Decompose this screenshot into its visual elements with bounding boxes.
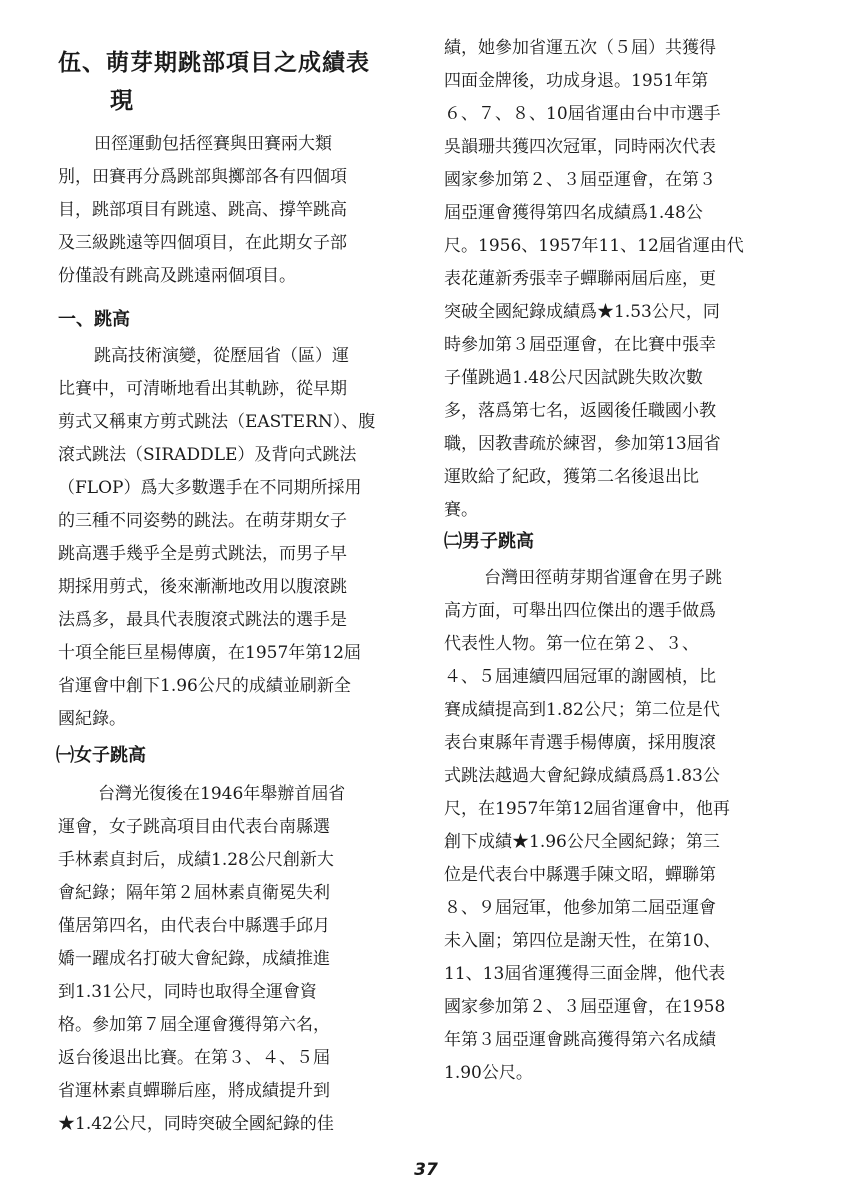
men-paragraph — [444, 562, 730, 1090]
text-line: 嬌一躍成名打破大會紀錄，成績推進 — [58, 949, 330, 969]
text-line: 位是代表台中縣選手陳文昭，蟬聯第 — [444, 865, 716, 885]
text-line: 創下成績★1.96公尺全國紀錄；第三 — [444, 832, 720, 852]
text-line: 比賽中，可清晰地看出其軌跡，從早期 — [58, 379, 347, 399]
text-line: 十項全能巨星楊傳廣，在1957年第12屆 — [58, 643, 361, 663]
text-line: 國家參加第２、３屆亞運會，在1958 — [444, 997, 726, 1017]
text-line: 返台後退出比賽。在第３、４、５屆 — [58, 1048, 330, 1068]
page-number: 37 — [414, 1160, 438, 1180]
intro-paragraph — [58, 128, 347, 293]
text-line: 到1.31公尺，同時也取得全運會資 — [58, 982, 317, 1002]
text-line: 運會，女子跳高項目由代表台南縣選 — [58, 817, 330, 837]
text-line: 台灣光復後在1946年舉辦首屆省 — [98, 784, 346, 804]
chapter-title-line1: 伍、萌芽期跳部項目之成績表 — [58, 50, 370, 76]
text-line: 國家參加第２、３屆亞運會，在第３ — [444, 170, 716, 190]
text-line: 僅居第四名，由代表台中縣選手邱月 — [58, 916, 330, 936]
text-line: 省運林素貞蟬聯后座，將成績提升到 — [58, 1081, 330, 1101]
text-line: 代表性人物。第一位在第２、３、 — [444, 634, 699, 654]
text-line: 滾式跳法（SIRADDLE）及背向式跳法 — [58, 445, 357, 465]
text-line: 時參加第３屆亞運會，在比賽中張幸 — [444, 335, 716, 355]
text-line: 尺，在1957年第12屆省運會中，他再 — [444, 799, 730, 819]
subsection-heading-men: ㈡男子跳高 — [444, 531, 534, 552]
text-line: ６、７、８、10屆省運由台中市選手 — [444, 104, 721, 124]
text-line: 的三種不同姿勢的跳法。在萌芽期女子 — [58, 511, 347, 531]
text-line: 屆亞運會獲得第四名成績爲1.48公 — [444, 203, 703, 223]
text-line: 剪式又稱東方剪式跳法（EASTERN）、腹 — [58, 412, 376, 432]
text-line: 別，田賽再分爲跳部與擲部各有四個項 — [58, 167, 347, 187]
text-line: 國紀錄。 — [58, 709, 126, 729]
text-line: 未入圍；第四位是謝天性，在第10、 — [444, 931, 721, 951]
text-line: 職，因教書疏於練習，參加第13屆省 — [444, 434, 721, 454]
text-line: 田徑運動包括徑賽與田賽兩大類 — [94, 134, 332, 154]
text-line: 式跳法越過大會紀錄成績爲爲1.83公 — [444, 766, 720, 786]
text-line: 期採用剪式，後來漸漸地改用以腹滾跳 — [58, 577, 347, 597]
text-line: （FLOP）爲大多數選手在不同期所採用 — [58, 478, 362, 498]
text-line: 賽成績提高到1.82公尺；第二位是代 — [444, 700, 720, 720]
text-line: 跳高選手幾乎全是剪式跳法，而男子早 — [58, 544, 347, 564]
text-line: ４、５屆連續四屆冠軍的謝國楨，比 — [444, 667, 716, 687]
text-line: 跳高技術演變，從歷屆省（區）運 — [94, 346, 349, 366]
text-line: 11、13屆省運獲得三面金牌，他代表 — [444, 964, 726, 984]
text-line: 年第３屆亞運會跳高獲得第六名成績 — [444, 1030, 716, 1050]
text-line: 及三級跳遠等四個項目，在此期女子部 — [58, 233, 347, 253]
text-line: 多，落爲第七名，返國後任職國小教 — [444, 401, 716, 421]
text-line: ★1.42公尺，同時突破全國紀錄的佳 — [58, 1114, 334, 1134]
text-line: 法爲多，最具代表腹滾式跳法的選手是 — [58, 610, 347, 630]
text-line: 四面金牌後，功成身退。1951年第 — [444, 71, 709, 91]
women-continued-paragraph — [444, 32, 744, 527]
text-line: ８、９屆冠軍，他參加第二屆亞運會 — [444, 898, 716, 918]
text-line: 格。參加第７屆全運會獲得第六名， — [58, 1015, 330, 1035]
text-line: 1.90公尺。 — [444, 1063, 533, 1083]
text-line: 表花蓮新秀張幸子蟬聯兩屆后座，更 — [444, 269, 716, 289]
text-line: 省運會中創下1.96公尺的成績並刷新全 — [58, 676, 351, 696]
text-line: 突破全國紀錄成績爲★1.53公尺，同 — [444, 302, 720, 322]
subsection-heading-women: ㈠女子跳高 — [56, 745, 146, 766]
text-line: 份僅設有跳高及跳遠兩個項目。 — [58, 266, 296, 286]
text-line: 會紀錄；隔年第２屆林素貞衛冕失利 — [58, 883, 330, 903]
text-line: 吳韻珊共獲四次冠軍，同時兩次代表 — [444, 137, 716, 157]
text-line: 運敗給了紀政，獲第二名後退出比 — [444, 467, 699, 487]
text-line: 子僅跳過1.48公尺因試跳失敗次數 — [444, 368, 703, 388]
text-line: 賽。 — [444, 500, 478, 520]
text-line: 表台東縣年青選手楊傳廣，採用腹滾 — [444, 733, 716, 753]
women-paragraph — [58, 778, 345, 1141]
text-line: 目，跳部項目有跳遠、跳高、撐竿跳高 — [58, 200, 347, 220]
text-line: 高方面，可舉出四位傑出的選手做爲 — [444, 601, 716, 621]
text-line: 手林素貞封后，成績1.28公尺創新大 — [58, 850, 334, 870]
high-jump-paragraph — [58, 340, 375, 736]
chapter-title — [58, 44, 398, 120]
text-line: 台灣田徑萌芽期省運會在男子跳 — [484, 568, 722, 588]
chapter-title-line2: 現 — [110, 88, 134, 114]
section-heading-high-jump: 一、跳高 — [58, 309, 130, 330]
text-line: 尺。1956、1957年11、12屆省運由代 — [444, 236, 744, 256]
text-line: 績，她參加省運五次（５屆）共獲得 — [444, 38, 716, 58]
